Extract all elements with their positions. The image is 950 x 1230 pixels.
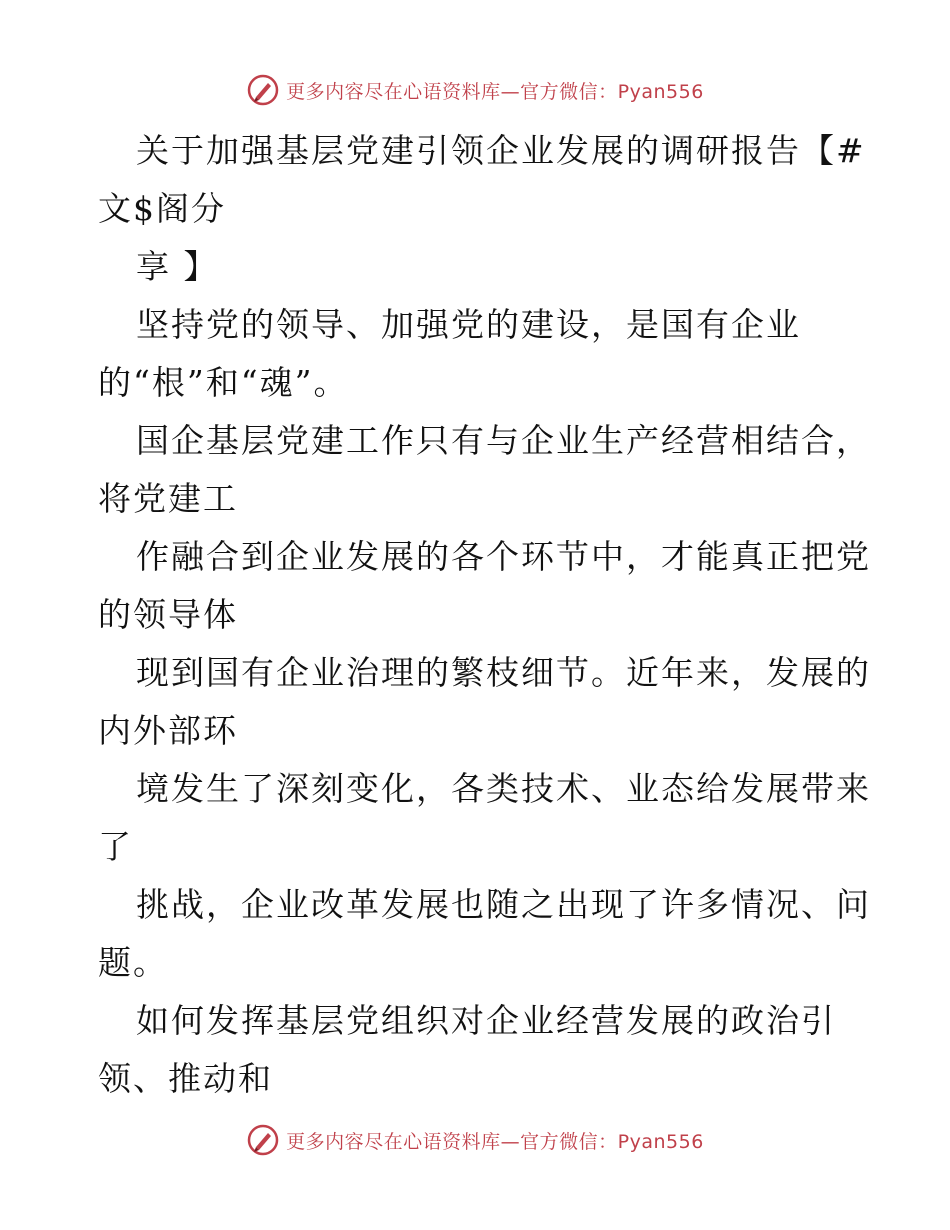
text-line: 挑战，企业改革发展也随之出现了许多情况、问 [136, 885, 871, 924]
text-line: 国企基层党建工作只有与企业生产经营相结合， [136, 421, 871, 460]
text-line: 关于加强基层党建引领企业发展的调研报告【# [136, 131, 866, 170]
banner-text: 更多内容尽在心语资料库—官方微信：Pyan556 [286, 80, 704, 103]
text-line: 如何发挥基层党组织对企业经营发展的政治引 [136, 1001, 836, 1040]
pen-logo-icon [246, 1123, 280, 1157]
header-banner [0, 70, 950, 110]
text-line: 的领导体 [98, 595, 238, 634]
text-line: 将党建工 [98, 479, 238, 518]
text-line: 作融合到企业发展的各个环节中，才能真正把党 [136, 537, 871, 576]
text-line: 内外部环 [98, 711, 238, 750]
pen-logo-icon [246, 73, 280, 107]
text-line: 境发生了深刻变化，各类技术、业态给发展带来 [136, 769, 871, 808]
text-line: 领、推动和 [98, 1059, 273, 1098]
document-body [98, 122, 871, 1108]
text-line: 享 】 [136, 247, 219, 286]
banner-text: 更多内容尽在心语资料库—官方微信：Pyan556 [286, 1130, 704, 1153]
text-line: 坚持党的领导、加强党的建设，是国有企业 [136, 305, 801, 344]
text-line: 文$阁分 [98, 189, 226, 228]
text-line: 了 [98, 827, 133, 866]
text-line: 题。 [98, 943, 168, 982]
footer-banner [0, 1120, 950, 1160]
text-line: 的“根”和“魂”。 [98, 363, 349, 402]
text-line: 现到国有企业治理的繁枝细节。近年来，发展的 [136, 653, 871, 692]
